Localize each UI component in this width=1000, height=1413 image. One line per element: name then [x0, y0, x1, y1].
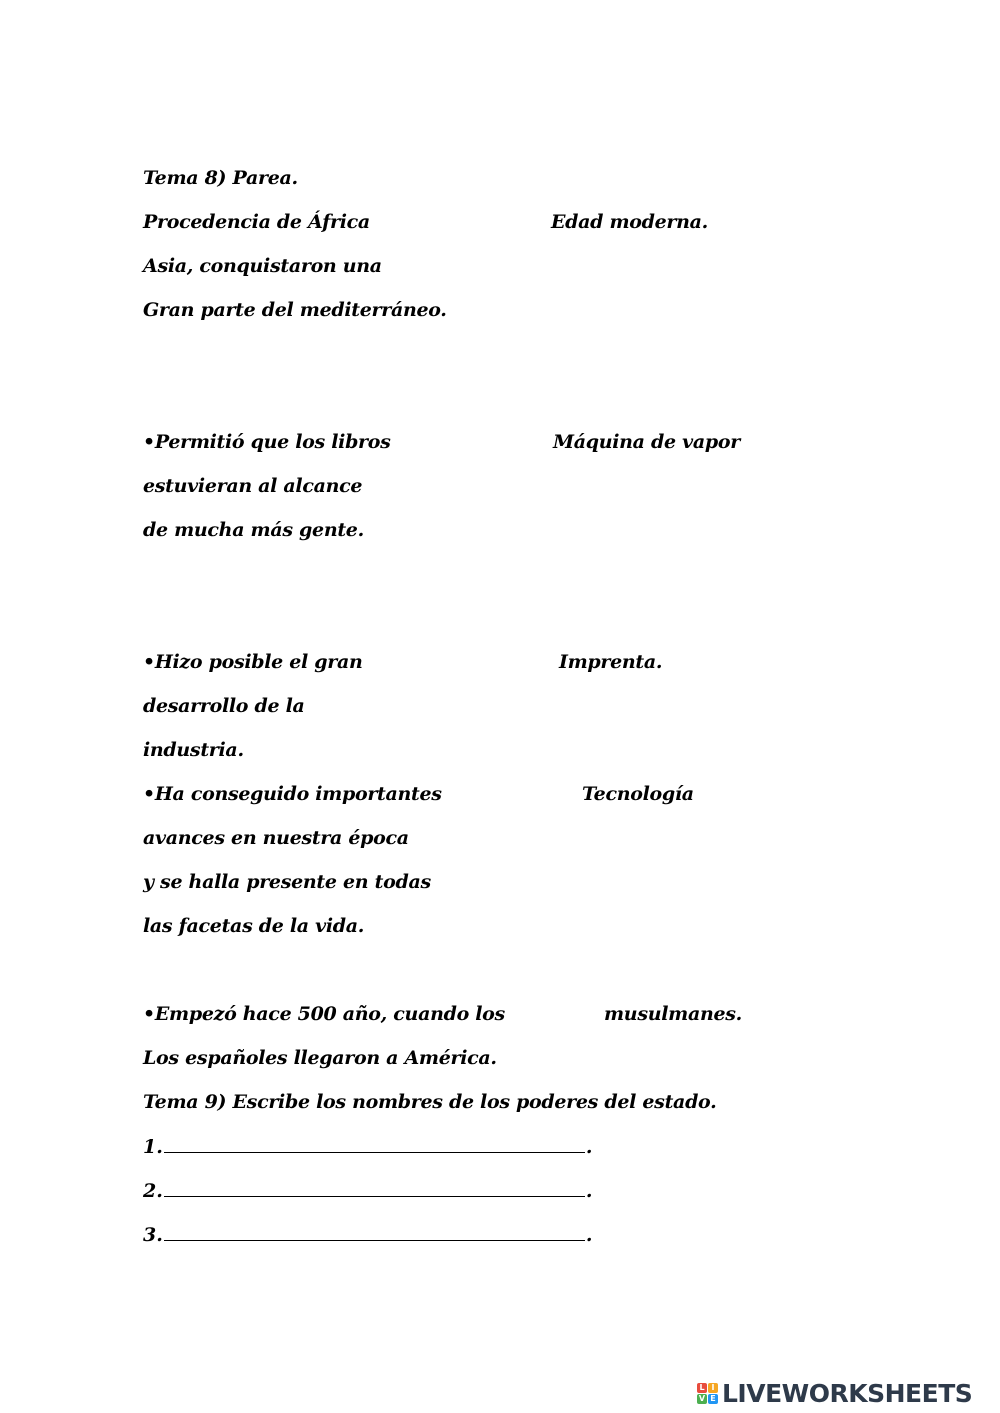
answer-number: 2. [143, 1180, 163, 1202]
logo-letter-l: L [697, 1383, 707, 1393]
liveworksheets-logo-text: LIVEWORKSHEETS [722, 1378, 973, 1408]
tema8-left-item-2-line-3: de mucha más gente. [143, 519, 364, 541]
tema9-answer-2 [143, 1178, 592, 1203]
answer-blank-1[interactable] [164, 1134, 585, 1153]
tema8-left-item-4-line-3: y se halla presente en todas [143, 871, 431, 893]
tema8-left-item-4-line-1: •Ha conseguido importantes [143, 783, 442, 805]
tema8-left-item-1-line-1: Procedencia de África [143, 211, 370, 233]
logo-letter-i: I [708, 1383, 718, 1393]
answer-end: . [585, 1180, 593, 1202]
tema8-left-item-3-line-1: •Hizo posible el gran [143, 651, 363, 673]
tema8-left-item-2-line-1: •Permitió que los libros [143, 431, 391, 453]
liveworksheets-logo [697, 1374, 972, 1412]
tema9-answer-1 [143, 1134, 592, 1159]
logo-letter-v: V [698, 1393, 706, 1403]
answer-blank-2[interactable] [164, 1178, 585, 1197]
logo-letter-e: E [708, 1394, 718, 1404]
tema8-left-item-5-line-1: •Empezó hace 500 año, cuando los [143, 1003, 505, 1025]
tema8-right-item-1: Edad moderna. [551, 211, 708, 233]
tema8-left-item-1-line-2: Asia, conquistaron una [143, 255, 382, 277]
answer-blank-3[interactable] [164, 1222, 585, 1241]
tema8-left-item-1-line-3: Gran parte del mediterráneo. [143, 299, 447, 321]
tema9-heading: Tema 9) Escribe los nombres de los poderes del estado. [143, 1091, 717, 1113]
tema9-answer-3 [143, 1222, 592, 1247]
tema8-heading: Tema 8) Parea. [143, 167, 298, 189]
tema8-left-item-4-line-4: las facetas de la vida. [143, 915, 365, 937]
tema8-left-item-3-line-3: industria. [143, 739, 244, 761]
answer-end: . [585, 1224, 593, 1246]
tema8-left-item-3-line-2: desarrollo de la [143, 695, 305, 717]
answer-number: 3. [143, 1224, 163, 1246]
tema8-right-item-3: Imprenta. [559, 651, 663, 673]
tema8-right-item-5: musulmanes. [604, 1003, 742, 1025]
answer-number: 1. [143, 1136, 163, 1158]
tema8-left-item-4-line-2: avances en nuestra época [143, 827, 409, 849]
liveworksheets-logo-icon [697, 1383, 718, 1404]
answer-end: . [585, 1136, 593, 1158]
tema8-left-item-5-line-2: Los españoles llegaron a América. [143, 1047, 497, 1069]
tema8-right-item-2: Máquina de vapor [553, 431, 740, 453]
tema8-right-item-4: Tecnología [582, 783, 694, 805]
tema8-left-item-2-line-2: estuvieran al alcance [143, 475, 363, 497]
